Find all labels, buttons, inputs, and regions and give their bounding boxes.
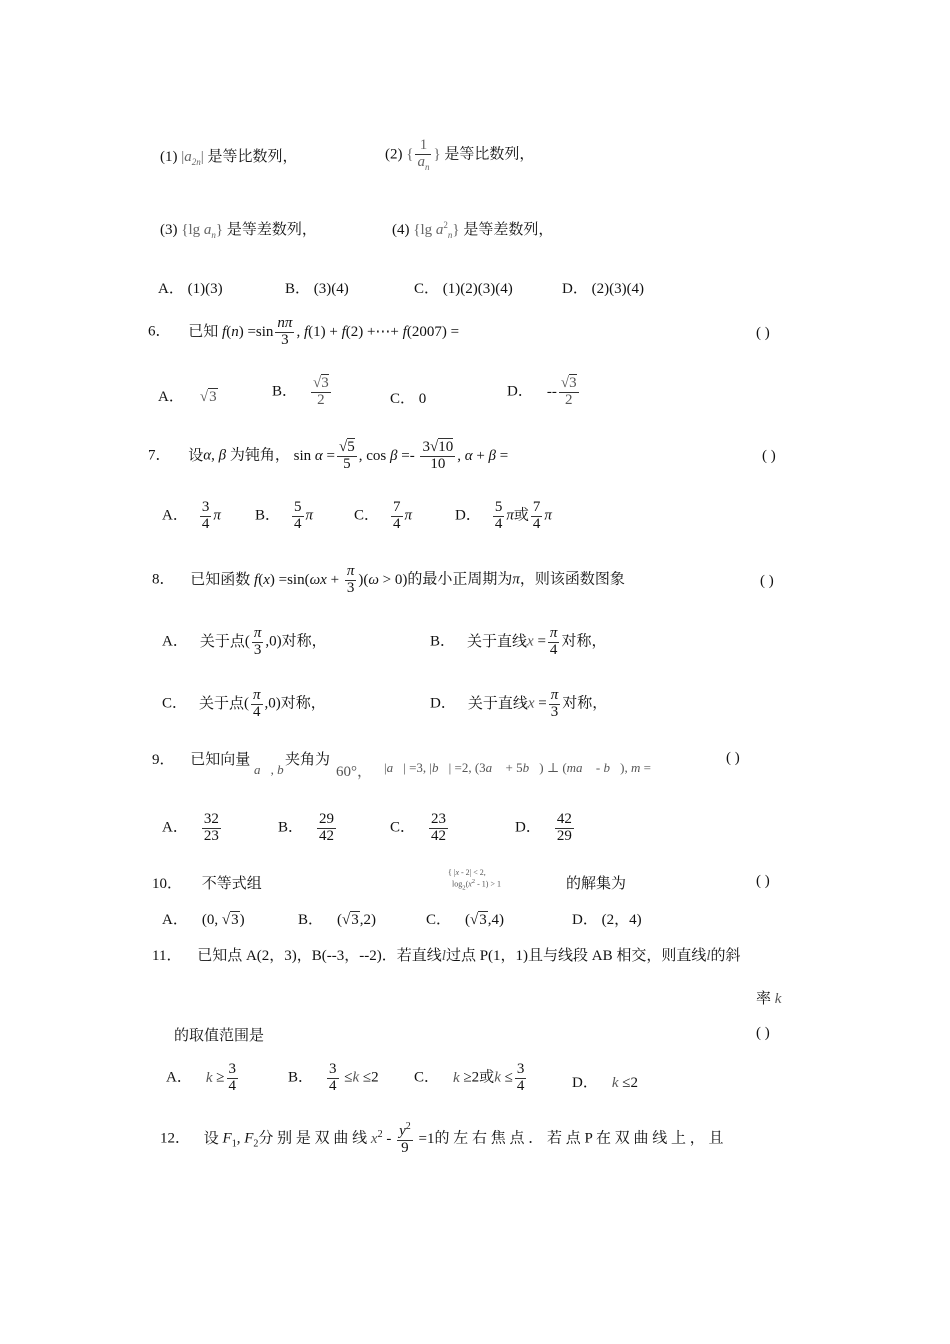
q11-choice-c: C． k ≥2或k ≤ $\frac{3}{4}$ <box>414 1061 525 1094</box>
q8-answer-paren: ( ) <box>760 573 774 589</box>
q5-option-4 <box>392 218 553 240</box>
q5-choice-a: A． (1)(3) <box>158 281 223 297</box>
q6-number: 6． <box>148 323 171 340</box>
q7-number: 7． <box>148 447 171 464</box>
q5-option-1-number: (1) <box>160 149 178 165</box>
q10-number: 10． <box>152 876 183 892</box>
q9-formula: |a⃗| =3, |b⃗| =2, (3a⃗ + 5b⃗) ⊥ (ma⃗ - b⃗), m = <box>384 760 651 775</box>
q6-choice-c: C． 0 <box>390 391 427 407</box>
q10-stem <box>152 872 262 893</box>
q7-choice-a: A． $\frac{3}{4}$ π <box>162 499 221 532</box>
q12-mid: 分 别 是 双 曲 线 <box>258 1130 368 1147</box>
q9-choice-a: A． $\frac{32}{23}$ <box>162 811 219 844</box>
q10-lead: 不等式组 <box>201 876 262 892</box>
q10-choice-a: A． (0, √3) <box>162 912 245 928</box>
q10-answer-paren: ( ) <box>756 873 770 889</box>
q5-option-2-formula: { $\frac{1}{a_n}$ } <box>406 137 441 172</box>
q5-option-1 <box>160 145 298 167</box>
q9-angle: 60°， <box>336 764 372 780</box>
q8-formula: f(x) =sin(ωx + $\frac{\pi}{3}$ )(ω > 0) <box>254 563 408 596</box>
q9-answer-paren: ( ) <box>726 750 740 766</box>
q9-choice-d: D． $\frac{42}{29}$ <box>515 811 572 844</box>
q11-choice-a: A． k ≥ $\frac{3}{4}$ <box>166 1061 236 1094</box>
q11-stem-line1: 11． 已知点 A(2，3)，B(--3，--2)．若直线l过点 P(1，1)且与线段 AB 相交，则直线l的斜 <box>152 948 741 964</box>
q7-answer-paren: ( ) <box>762 448 776 464</box>
q12-stem: 12． 设 $F_1$, $F_2$分 别 是 双 曲 线 $x^2$ - $\frac{y^2}{9}$ =1的 左 右 焦 点 ． 若 点 P 在 双 曲 线 上 ， 且 <box>160 1121 724 1156</box>
q5-choice-d: D． (2)(3)(4) <box>562 281 645 297</box>
q5-option-3-text: 是等差数列， <box>226 222 317 238</box>
q5-option-3-formula: {lg $a_n$} <box>181 222 224 240</box>
q8-tail: 的最小正周期为 <box>407 571 513 588</box>
q5-choice-c: C． (1)(2)(3)(4) <box>414 281 513 297</box>
q5-option-4-formula: {lg $a^2_n$} <box>413 220 460 240</box>
q10-choice-b: B． (√3,2) <box>298 912 376 928</box>
q9-choice-b: B． $\frac{29}{42}$ <box>278 811 335 844</box>
q9-choice-c: C． $\frac{23}{42}$ <box>390 811 447 844</box>
q8-tail-2: ，则该函数图象 <box>519 571 625 588</box>
q6-choice-b: B． $\frac{√3}{2}$ <box>272 375 329 408</box>
q5-option-4-text: 是等差数列， <box>463 222 554 238</box>
q11-choice-b: B． $\frac{3}{4}$ ≤k ≤2 <box>288 1061 379 1094</box>
q6-choice-a: A． √3 <box>158 389 217 405</box>
q10-choice-c: C． (√3,4) <box>426 912 504 928</box>
q5-option-3-number: (3) <box>160 222 178 238</box>
q11-number: 11． <box>152 948 182 964</box>
q8-choice-c: C． 关于点( $\frac{\pi}{4}$ ,0)对称， <box>162 687 326 720</box>
q8-choice-d: D． 关于直线x = $\frac{\pi}{3}$ 对称， <box>430 687 608 720</box>
q10-choice-d: D． (2，4) <box>572 912 642 928</box>
q11-choice-d: D． k ≤2 <box>572 1075 638 1091</box>
q8-stem: 8． 已知函数 f(x) =sin(ωx + $\frac{\pi}{3}$ )(ω > 0)的最小正周期为π，则该函数图象 <box>152 563 625 596</box>
q7-choice-d: D． $\frac{5}{4}$ π或 $\frac{7}{4}$ π <box>455 499 552 532</box>
q12-number: 12． <box>160 1130 191 1147</box>
q5-option-2-number: (2) <box>385 146 403 163</box>
q9-number: 9． <box>152 752 175 768</box>
q5-option-1-formula: $|a_{2n}|$ <box>181 149 204 167</box>
q6-choice-d: D． -- $\frac{√3}{2}$ <box>507 375 577 408</box>
q8-number: 8． <box>152 571 175 588</box>
q6-lead: 已知 <box>188 323 219 340</box>
q7-formula: sin α = $\frac{√5}{5}$ , cos β =- $\frac{3√10}{10}$ , α + β = <box>293 439 509 472</box>
q10-tail: 的解集为 <box>566 876 627 892</box>
q9-vectors: a⃗, b⃗ <box>254 762 294 777</box>
q7-choice-b: B． $\frac{5}{4}$ π <box>255 499 314 532</box>
q5-option-1-text: 是等比数列， <box>207 149 298 165</box>
q5-option-3 <box>160 218 317 240</box>
q12-formula: $x^2$ - $\frac{y^2}{9}$ =1 <box>370 1121 435 1156</box>
q8-choice-a: A． 关于点( $\frac{\pi}{3}$ ,0)对称， <box>162 625 327 658</box>
q6-answer-paren: ( ) <box>756 325 770 341</box>
q11-answer-paren: ( ) <box>756 1025 770 1041</box>
q5-option-2-text: 是等比数列， <box>444 146 535 163</box>
q11-stem-line3: 的取值范围是 <box>174 1028 265 1044</box>
q10-formula: { |x - 2| < 2, $\log_2(x^2 - 1) > 1$ <box>448 868 501 892</box>
q7-mid: 为钝角， <box>229 447 290 464</box>
q5-option-2 <box>385 138 534 172</box>
q7-lead: 设 <box>188 447 204 464</box>
q9-mid: 夹角为 <box>285 752 331 768</box>
q12-lead: 设 <box>203 1130 219 1147</box>
q9-lead: 已知向量 <box>190 752 251 768</box>
q6-formula: f(n) =sin $\frac{n\pi}{3}$ , f(1) + f(2) +⋯+ f(2007) = <box>222 315 460 348</box>
q7-choice-c: C． $\frac{7}{4}$ π <box>354 499 413 532</box>
q6-stem <box>148 316 459 349</box>
q9-stem <box>152 748 250 769</box>
q5-choice-b: B． (3)(4) <box>285 281 349 297</box>
q11-stem-line2: 率 k <box>756 991 782 1007</box>
q5-option-4-number: (4) <box>392 222 410 238</box>
q8-lead: 已知函数 <box>190 571 251 588</box>
q8-choice-b: B． 关于直线x = $\frac{\pi}{4}$ 对称， <box>430 625 607 658</box>
q7-stem: 7． 设α, β 为钝角， sin α = $\frac{√5}{5}$ , cos β =- $\frac{3√10}{10}$ , α + β = <box>148 439 509 472</box>
q12-tail: 的 左 右 焦 点 ． 若 点 P 在 双 曲 线 上 ， 且 <box>434 1130 724 1147</box>
